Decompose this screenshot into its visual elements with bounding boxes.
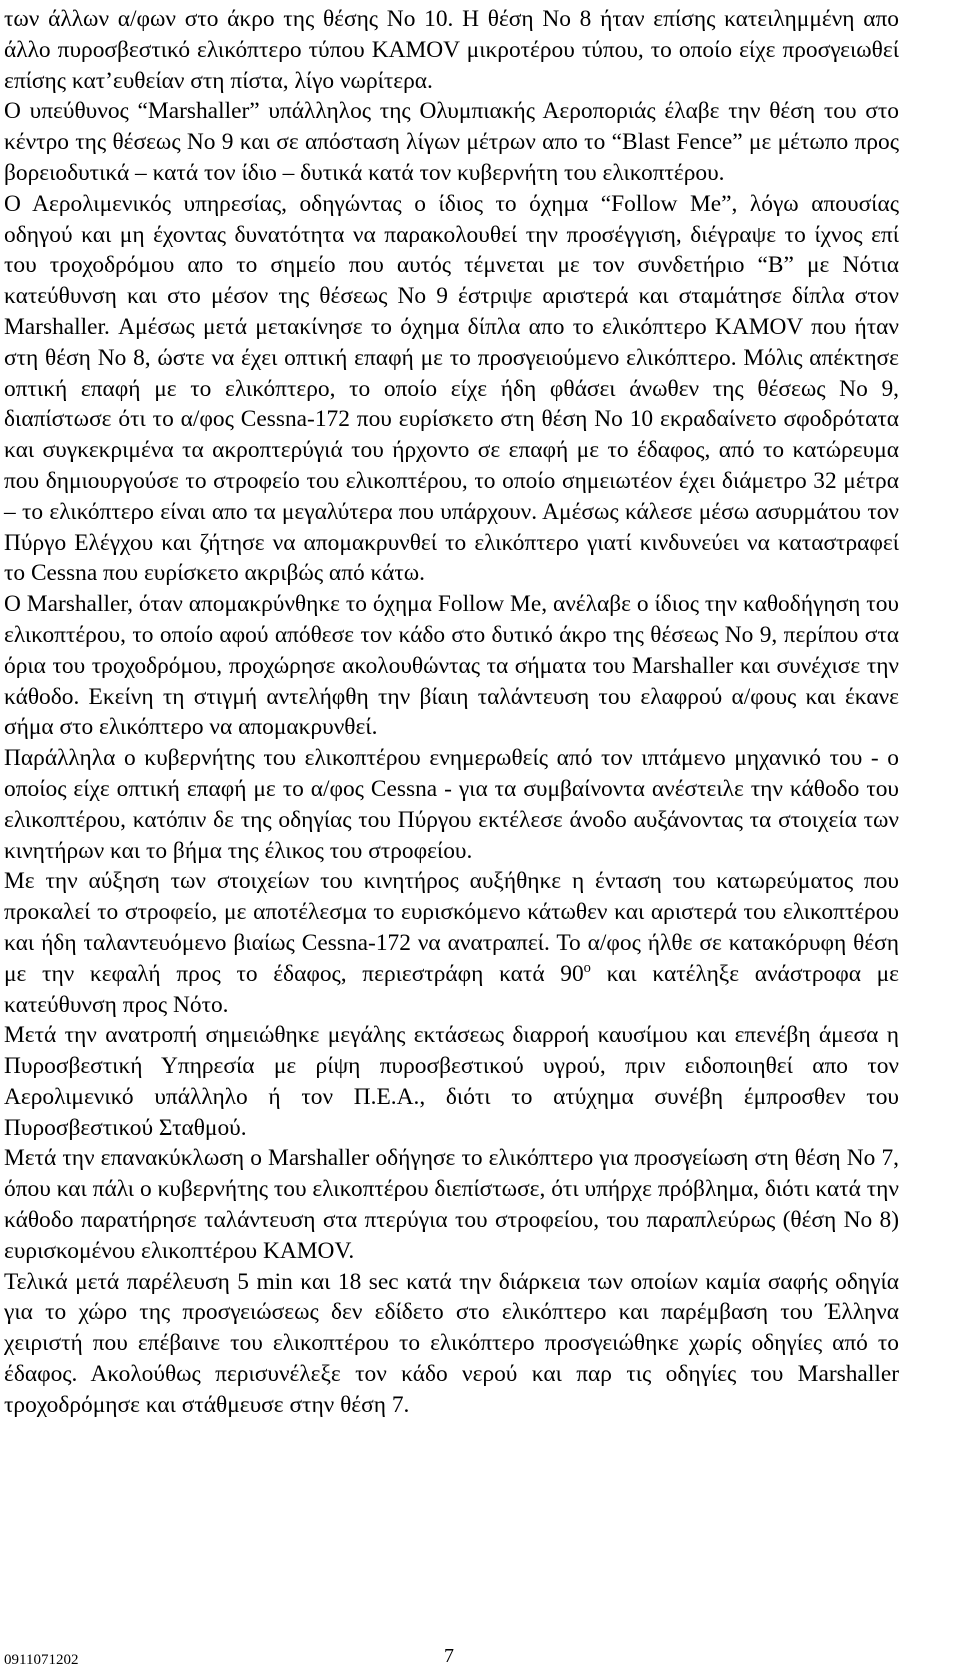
paragraph: Ο υπεύθυνος “Marshaller” υπάλληλος της Ολυμπιακής Αεροποριάς έλαβε την θέση του στο κέντρο της θέσεως Νο 9 και σε απόσταση λίγων μέτρων απο το “Blast Fence” με μέτωπο προς βορειοδυτικά – κατά τον ίδιο – δυτικά κατά τον κυβερνήτη του ελικοπτέρου. xyxy=(4,98,899,186)
paragraph: Ο Marshaller, όταν απομακρύνθηκε το όχημα Follow Me, ανέλαβε ο ίδιος την καθοδήγηση του ελικοπτέρου, το οποίο αφού απόθεσε τον κάδο στο δυτικό άκρο της θέσεως Νο 9, περίπου στα όρια του τροχοδρόμου, προχώρησε ακολουθώντας τα σήματα του Marshaller και συνέχισε την κάθοδο. Εκείνη τη στιγμή αντελήφθη την βίαιη ταλάντευση του ελαφρού α/φους και έκανε σήμα στο ελικόπτερο να απομακρυνθεί. xyxy=(4,591,899,741)
page-number: 7 xyxy=(444,1645,454,1667)
body-text xyxy=(4,4,899,1421)
degree-mark: ο xyxy=(583,959,591,976)
paragraph: Τελικά μετά παρέλευση 5 min και 18 sec κατά την διάρκεια των οποίων καμία σαφής οδηγία για το χώρο της προσγειώσεως δεν εδίδετο στο ελικόπτερο και παρέμβαση του Έλληνα χειριστή που επέβαινε του ελικοπτέρου το ελικόπτερο προσγειώθηκε χωρίς οδηγίες από το έδαφος. Ακολούθως περισυνέλεξε τον κάδο νερού και παρ τις οδηγίες του Marshaller τροχοδρόμησε και στάθμευσε στην θέση 7. xyxy=(4,1268,899,1418)
document-code: 0911071202 xyxy=(4,1652,79,1668)
paragraph-text: Με την αύξηση των στοιχείων του κινητήρος αυξήθηκε η ένταση του κατωρεύματος που προκαλεί το στροφείο, με αποτέλεσμα το ευρισκόμενο κάτωθεν και αριστερά του ελικοπτέρου και ήδη ταλαντευόμενο βιαίως Cessna-172 να ανατραπεί. Το α/φος ήλθε σε κατακόρυφη θέση με την κεφαλή προς το έδαφος, περιεστράφη κατά 90 xyxy=(4,868,899,987)
paragraph: Μετά την ανατροπή σημειώθηκε μεγάλης εκτάσεως διαρροή καυσίμου και επενέβη άμεσα η Πυροσβεστική Υπηρεσία με ρίψη πυροσβεστικού υγρού, πριν ειδοποιηθεί απο τον Αερολιμενικό υπάλληλο ή τον Π.Ε.Α., διότι το ατύχημα συνέβη έμπροσθεν του Πυροσβεστικού Σταθμού. xyxy=(4,1022,899,1141)
paragraph xyxy=(4,866,899,1020)
paragraph: Παράλληλα ο κυβερνήτης του ελικοπτέρου ενημερωθείς από τον ιπτάμενο μηχανικό του - ο οποίος είχε οπτική επαφή με το α/φος Cessna - για τα συμβαίνοντα ανέστειλε την κάθοδο του ελικοπτέρου, κατόπιν δε της οδηγίας του Πύργου εκτέλεσε άνοδο αυξάνοντας τα στοιχεία των κινητήρων και το βήμα της έλικος του στροφείου. xyxy=(4,745,899,864)
paragraph: των άλλων α/φων στο άκρο της θέσης Νο 10. Η θέση Νο 8 ήταν επίσης κατειλημμένη απο άλλο πυροσβεστικό ελικόπτερο τύπου ΚΑΜΟV μικροτέρου τύπου, το οποίο είχε προσγειωθεί επίσης κατ’ευθείαν στη πίστα, λίγο νωρίτερα. xyxy=(4,6,899,94)
paragraph: Μετά την επανακύκλωση ο Marshaller οδήγησε το ελικόπτερο για προσγείωση στη θέση Νο 7, όπου και πάλι ο κυβερνήτης του ελικοπτέρου διεπίστωσε, ότι υπήρχε πρόβλημα, διότι κατά την κάθοδο παρατήρησε ταλάντευση στα πτερύγια του στροφείου, του παραπλεύρως (θέση Νο 8) ευρισκομένου ελικοπτέρου ΚΑΜΟV. xyxy=(4,1145,899,1264)
paragraph: Ο Αερολιμενικός υπηρεσίας, οδηγώντας ο ίδιος το όχημα “Follow Me”, λόγω απουσίας οδηγού και μη έχοντας δυνατότητα να παρακολουθεί την προσέγγιση, διέγραψε το ίχνος επί του τροχοδρόμου απο το σημείο που αυτός τέμνεται με τον συνδετήριο “Β” με Νότια κατεύθυνση και στο μέσον της θέσεως Νο 9 έστριψε αριστερά και σταμάτησε δίπλα στον Marshaller. Αμέσως μετά μετακίνησε το όχημα δίπλα απο το ελικόπτερο ΚΑΜΟV που ήταν στη θέση Νο 8, ώστε να έχει οπτική επαφή με το προσγειούμενο ελικόπτερο. Μόλις απέκτησε οπτική επαφή με το ελικόπτερο, το οποίο είχε ήδη φθάσει άνωθεν της θέσεως Νο 9, διαπίστωσε ότι το α/φος Cessna-172 που ευρίσκετο στη θέση Νο 10 εκραδαίνετο σφοδρότατα και συγκεκριμένα τα ακροπτερύγιά του ήρχοντο σε επαφή με το έδαφος, από το κατώρευμα που δημιουργούσε το στροφείο του ελικοπτέρου, το οποίο σημειωτέον έχει διάμετρο 32 μέτρα – το ελικόπτερο είναι απο τα μεγαλύτερα που υπάρχουν. Αμέσως κάλεσε μέσω ασυρμάτου τον Πύργο Ελέγχου και ζήτησε να απομακρυνθεί το ελικόπτερο γιατί κινδυνεύει να καταστραφεί το Cessna που ευρίσκετο ακριβώς από κάτω. xyxy=(4,190,899,587)
paragraph-text: και κατέληξε ανάστροφα με κατεύθυνση προς Νότο. xyxy=(4,960,899,1018)
